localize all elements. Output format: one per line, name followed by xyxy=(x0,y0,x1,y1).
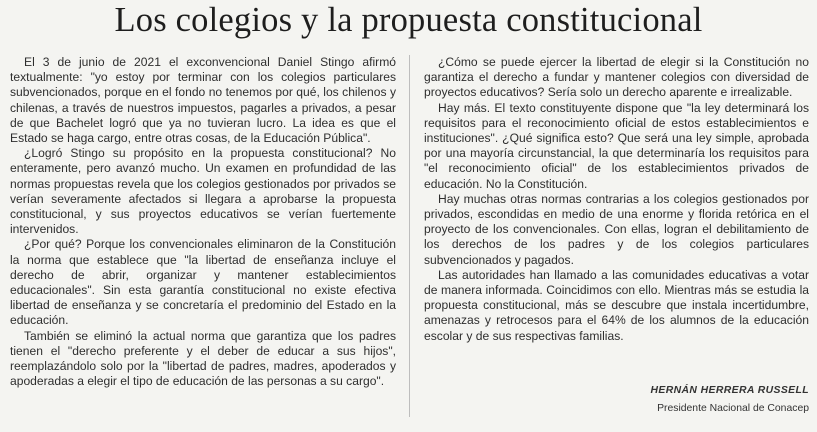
paragraph: El 3 de junio de 2021 el exconvencional Daniel Stingo afirmó textualmente: "yo estoy por terminar con los colegios particulares subvencionados, porque en el fondo no tenemos por qué, los chilenos y chilenas, a través de nuestros impuestos, pagarles a privados, a pesar de que Bachelet logró que ya no tuvieran lucro. La idea es que el Estado se haga cargo, entre otras cosas, de la Educación Pública". xyxy=(10,55,396,146)
paragraph: ¿Cómo se puede ejercer la libertad de elegir si la Constitución no garantiza el derecho a fundar y mantener colegios con diversidad de proyectos educativos? Sería solo un derecho aparente e irrealizable. xyxy=(424,55,809,100)
article-title: Los colegios y la propuesta constitucional xyxy=(114,1,703,39)
author-name: HERNÁN HERRERA RUSSELL xyxy=(650,385,809,396)
paragraph: ¿Por qué? Porque los convencionales eliminaron de la Constitución la norma que establece que "la libertad de enseñanza incluye el derecho de abrir, organizar y mantener establecimientos educacionales". Sin esta garantía constitucional no existe efectiva libertad de enseñanza y se concretaría el predominio del Estado en la educación. xyxy=(10,237,396,328)
paragraph: ¿Logró Stingo su propósito en la propuesta constitucional? No enteramente, pero avanzó mucho. Un examen en profundidad de las normas propuestas revela que los colegios gestionados por privados se verían severamente afectados si llegara a aprobarse la propuesta constitucional, y sus proyectos educativos se verían fuertemente intervenidos. xyxy=(10,146,396,237)
left-column xyxy=(10,55,396,389)
paragraph: Las autoridades han llamado a las comunidades educativas a votar de manera informada. Coincidimos con ello. Mientras más se estudia la propuesta constitucional, más se descubre que instala incertidumbre, amenazas y retrocesos para el 64% de los alumnos de la educación escolar y de sus respectivas familias. xyxy=(424,267,809,343)
paragraph: Hay más. El texto constituyente dispone que "la ley determinará los requisitos para el reconocimiento oficial de estos establecimientos e instituciones". ¿Qué significa esto? Que será una ley simple, aprobada por una mayoría circunstancial, la que determinaría los requisitos para "el reconocimiento oficial" de los establecimientos privados de educación. No la Constitución. xyxy=(424,100,809,191)
paragraph: También se eliminó la actual norma que garantiza que los padres tienen el "derecho preferente y el deber de educar a sus hijos", reemplazándolo solo por la "libertad de padres, madres, apoderados y apoderadas a elegir el tipo de educación de las personas a su cargo". xyxy=(10,328,396,389)
column-divider xyxy=(409,55,410,417)
paragraph: Hay muchas otras normas contrarias a los colegios gestionados por privados, escondidas en medio de una enorme y florida retórica en el proyecto de los convencionales. Con ellas, logran el debilitamiento de los derechos de los padres y de los colegios particulares subvencionados y pagados. xyxy=(424,191,809,267)
author-role: Presidente Nacional de Conacep xyxy=(657,403,809,414)
right-column xyxy=(424,55,809,344)
